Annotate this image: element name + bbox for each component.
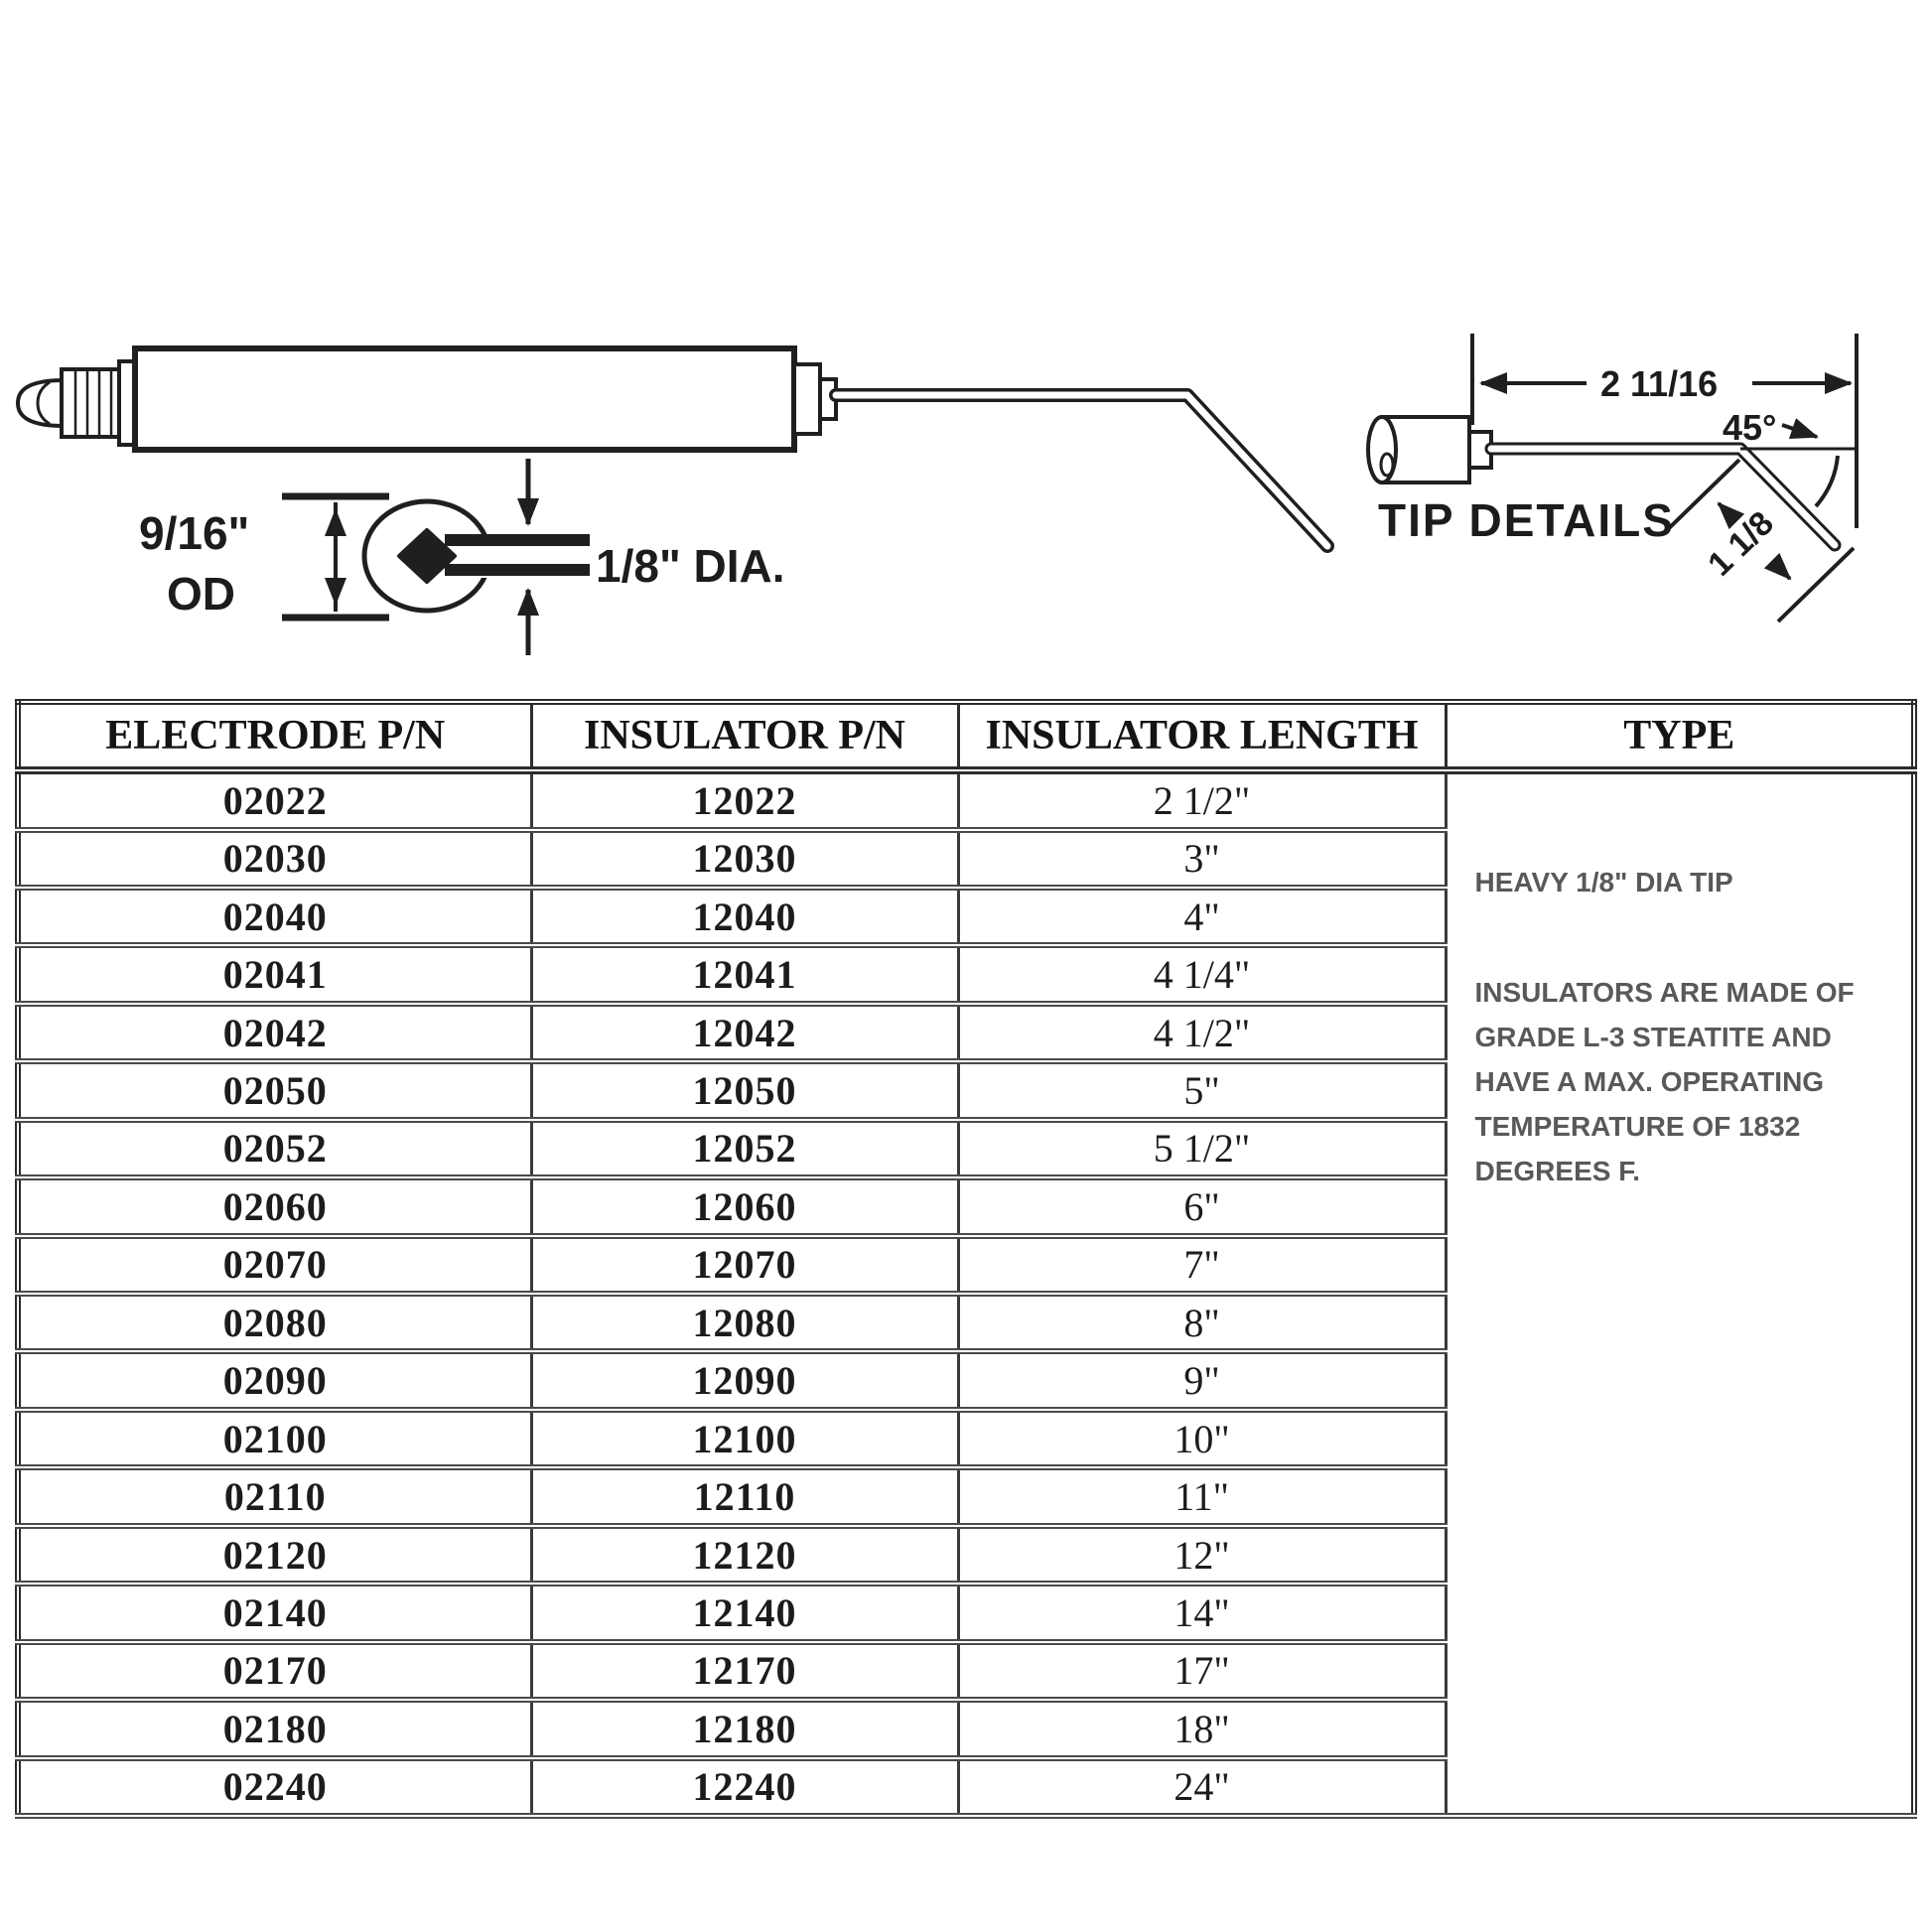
electrode-pn-cell: 02110 xyxy=(18,1467,531,1525)
insulator-length-cell: 18" xyxy=(958,1700,1446,1757)
insulator-pn-cell: 12080 xyxy=(531,1294,958,1351)
insulator-end-cap xyxy=(794,364,820,434)
insulator-length-cell: 5 1/2" xyxy=(958,1120,1446,1177)
insulator-length-cell: 3" xyxy=(958,830,1446,888)
tip-extension-lower xyxy=(1778,548,1854,621)
insulator-pn-cell: 12070 xyxy=(531,1236,958,1294)
electrode-pn-cell: 02170 xyxy=(18,1642,531,1700)
rod-cross-bottom-line xyxy=(445,564,590,576)
insulator-length-cell: 4" xyxy=(958,888,1446,945)
insulator-pn-cell: 12090 xyxy=(531,1351,958,1409)
cross-section-detail xyxy=(139,459,785,655)
electrode-pn-cell: 02100 xyxy=(18,1410,531,1467)
electrode-pn-cell: 02070 xyxy=(18,1236,531,1294)
parts-table xyxy=(15,699,1917,1819)
insulator-pn-cell: 12060 xyxy=(531,1177,958,1235)
tip-details-view xyxy=(1368,334,1857,621)
insulator-length-cell: 11" xyxy=(958,1467,1446,1525)
insulator-length-cell: 17" xyxy=(958,1642,1446,1700)
insulator-length-cell: 5" xyxy=(958,1061,1446,1119)
insulator-pn-cell: 12120 xyxy=(531,1526,958,1584)
electrode-pn-cell: 02041 xyxy=(18,945,531,1003)
electrode-pn-cell: 02060 xyxy=(18,1177,531,1235)
col-header-insulator-length: INSULATOR LENGTH xyxy=(958,702,1446,770)
type-note: INSULATORS ARE MADE OF GRADE L-3 STEATITE AND HAVE A MAX. OPERATING TEMPERATURE OF 1832 DEGREES F. xyxy=(1474,977,1855,1186)
insulator-pn-cell: 12170 xyxy=(531,1642,958,1700)
insulator-pn-cell: 12180 xyxy=(531,1700,958,1757)
angle-arc xyxy=(1816,456,1838,506)
insulator-pn-cell: 12110 xyxy=(531,1467,958,1525)
od-suffix-label: OD xyxy=(167,568,235,620)
electrode-pn-cell: 02090 xyxy=(18,1351,531,1409)
electrode-pn-cell: 02052 xyxy=(18,1120,531,1177)
insulator-pn-cell: 12240 xyxy=(531,1758,958,1816)
electrode-pn-cell: 02050 xyxy=(18,1061,531,1119)
electrode-diagram xyxy=(0,0,1932,685)
insulator-length-cell: 24" xyxy=(958,1758,1446,1816)
electrode-pn-cell: 02240 xyxy=(18,1758,531,1816)
tip-extension-upper xyxy=(1664,460,1739,533)
insulator-length-cell: 2 1/2" xyxy=(958,770,1446,830)
col-header-insulator-pn: INSULATOR P/N xyxy=(531,702,958,770)
electrode-pn-cell: 02042 xyxy=(18,1004,531,1061)
bend-angle-label: 45° xyxy=(1723,407,1777,448)
insulator-pn-cell: 12041 xyxy=(531,945,958,1003)
insulator-length-cell: 4 1/2" xyxy=(958,1004,1446,1061)
electrode-pn-cell: 02180 xyxy=(18,1700,531,1757)
insulator-pn-cell: 12022 xyxy=(531,770,958,830)
parts-table-body xyxy=(18,770,1914,1816)
header-row xyxy=(18,702,1914,770)
parts-table-header xyxy=(18,702,1914,770)
insulator-length-cell: 12" xyxy=(958,1526,1446,1584)
insulator-pn-cell: 12042 xyxy=(531,1004,958,1061)
insulator-length-cell: 14" xyxy=(958,1584,1446,1641)
insulator-body xyxy=(135,348,794,450)
electrode-pn-cell: 02120 xyxy=(18,1526,531,1584)
electrode-pn-cell: 02030 xyxy=(18,830,531,888)
insulator-pn-cell: 12100 xyxy=(531,1410,958,1467)
electrode-pn-cell: 02040 xyxy=(18,888,531,945)
electrode-pn-cell: 02080 xyxy=(18,1294,531,1351)
tip-details-title: TIP DETAILS xyxy=(1378,494,1675,546)
insulator-pn-cell: 12040 xyxy=(531,888,958,945)
tip-diameter-label: 1/8" DIA. xyxy=(596,540,785,592)
insulator-pn-cell: 12140 xyxy=(531,1584,958,1641)
type-notes-cell xyxy=(1446,770,1914,1816)
tip-length-dimension: 2 11/16 xyxy=(1600,363,1719,404)
insulator-length-cell: 8" xyxy=(958,1294,1446,1351)
tip-length-label: 1 1/8 xyxy=(1701,503,1781,584)
electrode-pn-cell: 02022 xyxy=(18,770,531,830)
tip-dim-arrow-lower xyxy=(1774,563,1790,579)
col-header-type: TYPE xyxy=(1446,702,1914,770)
terminal-tip xyxy=(18,380,64,426)
tip-dim-arrow-upper xyxy=(1719,503,1734,519)
insulator-length-cell: 6" xyxy=(958,1177,1446,1235)
insulator-length-cell: 4 1/4" xyxy=(958,945,1446,1003)
table-row xyxy=(18,770,1914,830)
rod-cross-top-line xyxy=(445,534,590,546)
insulator-pn-cell: 12050 xyxy=(531,1061,958,1119)
electrode-rod-highlight xyxy=(836,395,1327,546)
insulator-pn-cell: 12030 xyxy=(531,830,958,888)
col-header-electrode-pn: ELECTRODE P/N xyxy=(18,702,531,770)
insulator-length-cell: 9" xyxy=(958,1351,1446,1409)
insulator-pn-cell: 12052 xyxy=(531,1120,958,1177)
electrode-pn-cell: 02140 xyxy=(18,1584,531,1641)
angle-leader-arrow xyxy=(1782,425,1817,437)
insulator-length-cell: 10" xyxy=(958,1410,1446,1467)
type-note: HEAVY 1/8" DIA TIP xyxy=(1474,867,1733,897)
insulator-length-cell: 7" xyxy=(958,1236,1446,1294)
od-dimension-label: 9/16" xyxy=(139,507,250,559)
